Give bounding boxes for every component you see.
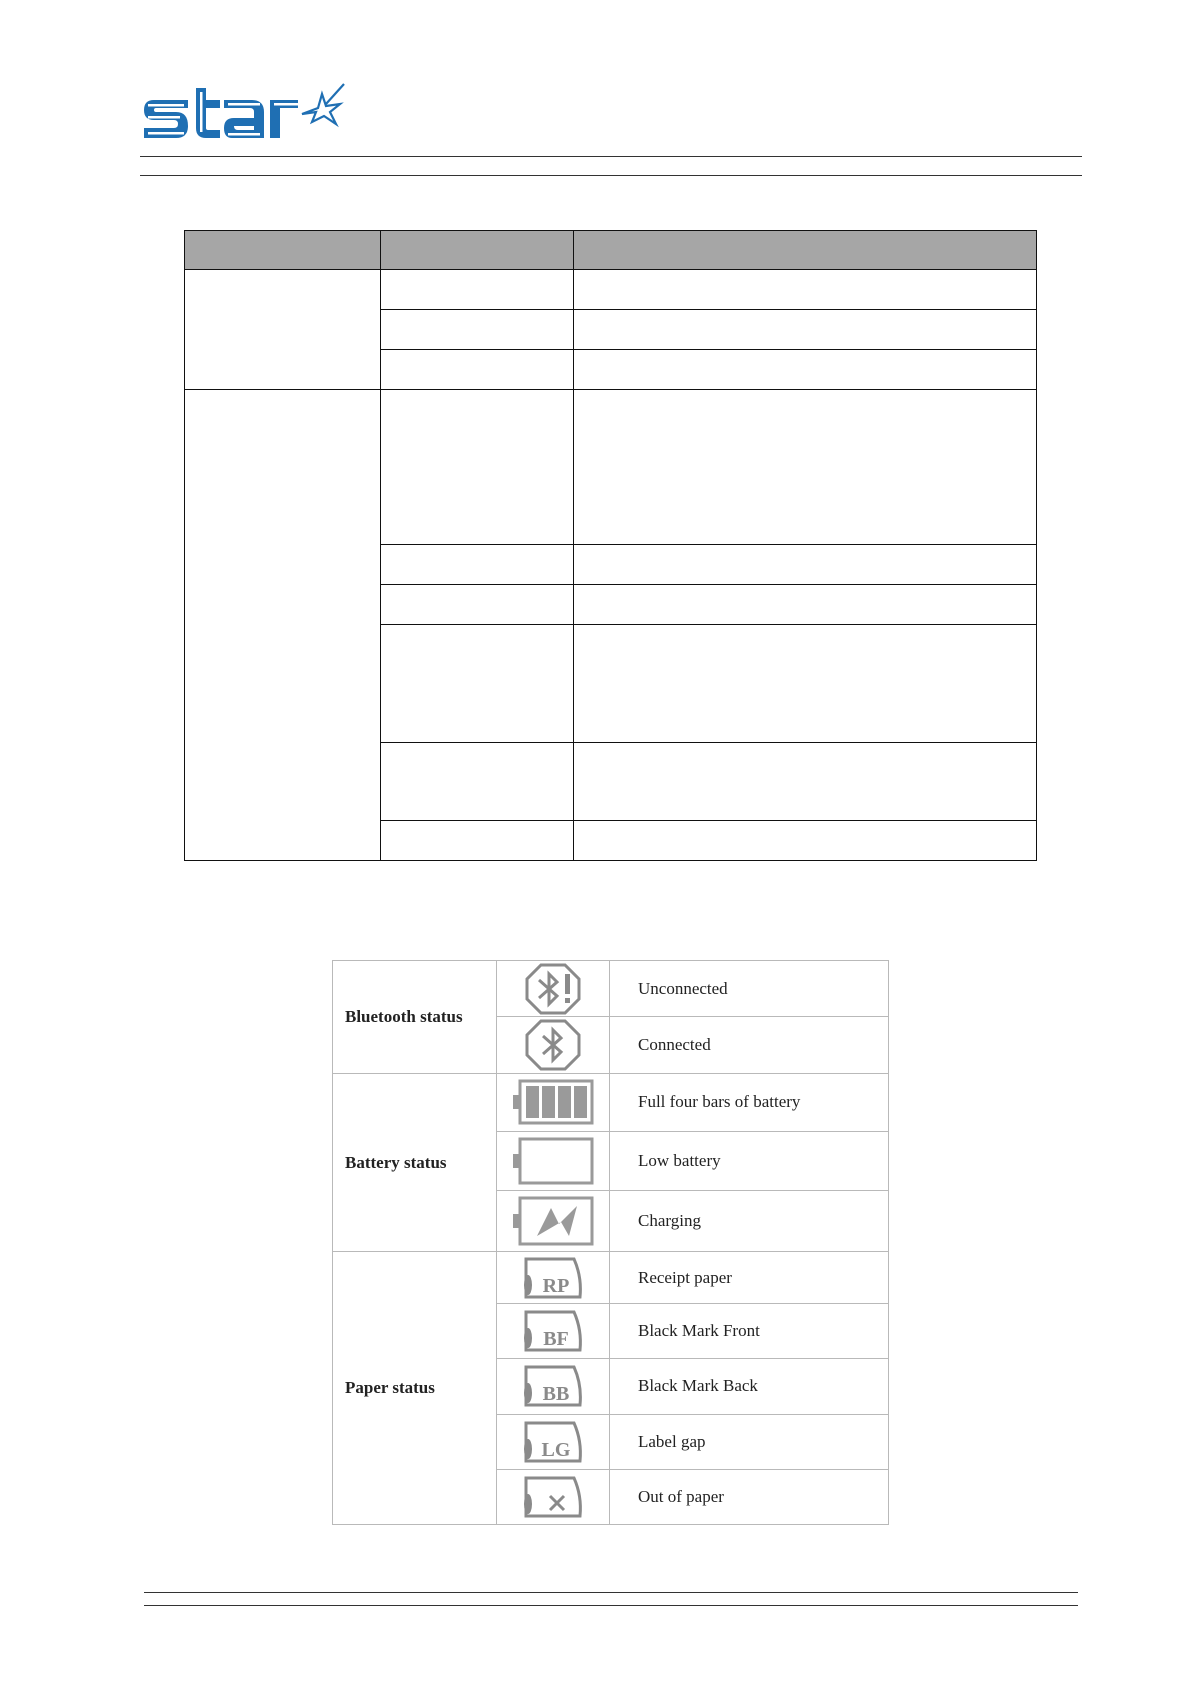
svg-text:BF: BF (543, 1328, 569, 1351)
status-label: Charging (610, 1190, 889, 1251)
icon-cell (497, 1017, 610, 1074)
spec-cell (381, 350, 574, 390)
paper-black-mark-front-icon (520, 1308, 586, 1354)
spec-cell (574, 390, 1037, 545)
spec-cell (381, 390, 574, 545)
table-row (333, 961, 889, 1017)
spec-cell (381, 545, 574, 585)
spec-cell (574, 625, 1037, 743)
table-row (333, 1251, 889, 1303)
icon-cell (497, 1359, 610, 1414)
footer-rule-bottom (144, 1605, 1078, 1606)
icon-cell (497, 961, 610, 1017)
paper-label-gap-icon (520, 1419, 586, 1465)
star-logo (140, 74, 350, 154)
spec-cell (381, 821, 574, 861)
status-label: Out of paper (610, 1469, 889, 1524)
icon-cell (497, 1304, 610, 1359)
spec-cell (574, 821, 1037, 861)
status-label: Receipt paper (610, 1251, 889, 1303)
battery-low-icon (511, 1135, 595, 1187)
spec-cell (574, 310, 1037, 350)
table-row (333, 1074, 889, 1131)
status-label: Black Mark Back (610, 1359, 889, 1414)
icon-cell (497, 1251, 610, 1303)
spec-cell (381, 310, 574, 350)
spec-table (184, 230, 1037, 861)
footer-rule-top (144, 1592, 1078, 1593)
spec-cell (185, 270, 381, 390)
spec-cell (574, 585, 1037, 625)
svg-text:RP: RP (542, 1274, 570, 1297)
category-bluetooth-status: Bluetooth status (333, 961, 497, 1074)
status-label: Unconnected (610, 961, 889, 1017)
battery-charging-icon (511, 1194, 595, 1248)
spec-cell (574, 270, 1037, 310)
header-rule-top (140, 156, 1082, 157)
status-label: Connected (610, 1017, 889, 1074)
spec-header-cell (574, 231, 1037, 270)
category-paper-status: Paper status (333, 1251, 497, 1524)
icon-cell (497, 1414, 610, 1469)
spec-cell (574, 743, 1037, 821)
status-icon-table (332, 960, 889, 1525)
paper-black-mark-back-icon (520, 1363, 586, 1409)
spec-cell (574, 350, 1037, 390)
spec-header-cell (381, 231, 574, 270)
bluetooth-unconnected-icon (523, 962, 583, 1016)
paper-receipt-icon (520, 1255, 586, 1301)
icon-cell (497, 1074, 610, 1131)
spec-cell (574, 545, 1037, 585)
svg-text:BB: BB (542, 1383, 570, 1406)
status-label: Black Mark Front (610, 1304, 889, 1359)
spec-header-cell (185, 231, 381, 270)
spec-cell (185, 390, 381, 861)
category-battery-status: Battery status (333, 1074, 497, 1252)
out-of-paper-icon (520, 1474, 586, 1520)
spec-cell (381, 270, 574, 310)
status-label: Low battery (610, 1131, 889, 1190)
icon-cell (497, 1190, 610, 1251)
battery-full-icon (511, 1078, 595, 1126)
svg-text:LG: LG (541, 1438, 571, 1461)
icon-cell (497, 1469, 610, 1524)
spec-cell (381, 585, 574, 625)
icon-cell (497, 1131, 610, 1190)
header-rule-bottom (140, 175, 1082, 176)
status-label: Full four bars of battery (610, 1074, 889, 1131)
spec-cell (381, 625, 574, 743)
spec-cell (381, 743, 574, 821)
bluetooth-connected-icon (523, 1018, 583, 1072)
status-label: Label gap (610, 1414, 889, 1469)
